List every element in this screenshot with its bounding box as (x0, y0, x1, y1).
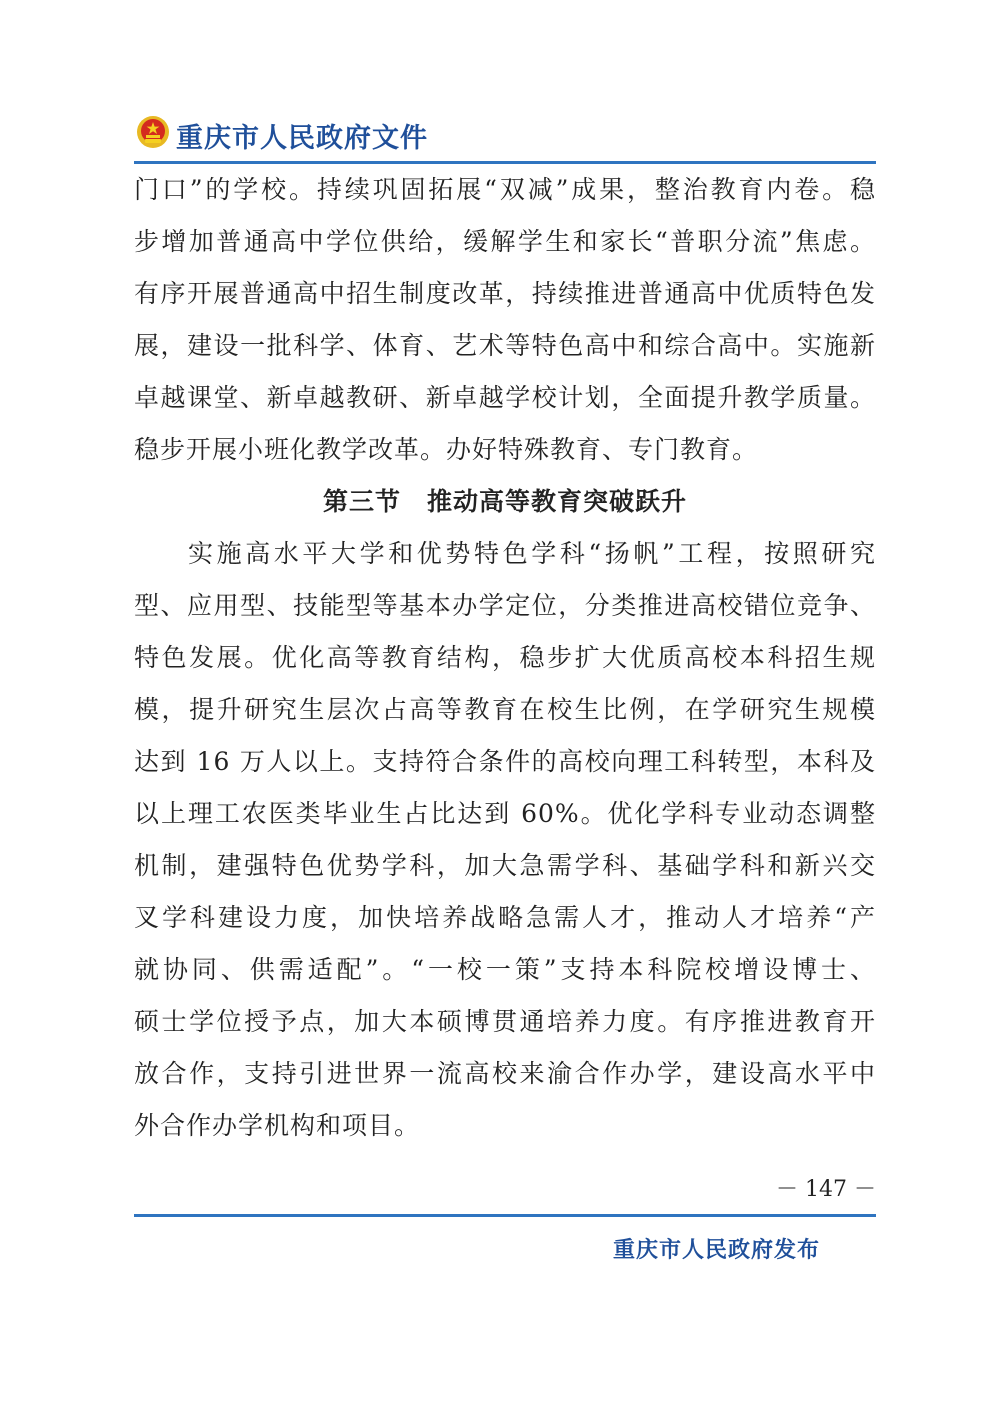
body-line: 模，提升研究生层次占高等教育在校生比例，在学研究生规模 (134, 695, 876, 724)
footer-divider (134, 1214, 876, 1217)
body-line: 机制，建强特色优势学科，加大急需学科、基础学科和新兴交 (134, 851, 876, 880)
footer-publisher: 重庆市人民政府发布 (612, 1238, 820, 1263)
body-line: 实施高水平大学和优势特色学科“扬帆”工程，按照研究 (188, 539, 876, 568)
body-line: 门口”的学校。持续巩固拓展“双减”成果，整治教育内卷。稳 (134, 175, 876, 204)
section-heading: 第三节 推动高等教育突破跃升 (322, 487, 687, 516)
body-line: 卓越课堂、新卓越教研、新卓越学校计划，全面提升教学质量。 (134, 383, 876, 412)
body-line: 展，建设一批科学、体育、艺术等特色高中和综合高中。实施新 (134, 331, 876, 360)
body-line: 叉学科建设力度，加快培养战略急需人才，推动人才培养“产 (134, 903, 876, 932)
body-line: 就协同、供需适配”。“一校一策”支持本科院校增设博士、 (134, 955, 876, 984)
page-number: － 147 － (776, 1177, 876, 1202)
body-line: 外合作办学机构和项目。 (134, 1111, 421, 1140)
body-line: 放合作，支持引进世界一流高校来渝合作办学，建设高水平中 (134, 1059, 876, 1088)
body-line: 硕士学位授予点，加大本硕博贯通培养力度。有序推进教育开 (134, 1007, 876, 1036)
body-line: 步增加普通高中学位供给，缓解学生和家长“普职分流”焦虑。 (134, 227, 876, 256)
body-line: 型、应用型、技能型等基本办学定位，分类推进高校错位竞争、 (134, 591, 876, 620)
header-title: 重庆市人民政府文件 (176, 123, 428, 154)
body-line: 特色发展。优化高等教育结构，稳步扩大优质高校本科招生规 (134, 643, 876, 672)
body-line: 稳步开展小班化教学改革。办好特殊教育、专门教育。 (134, 435, 759, 464)
body-line: 以上理工农医类毕业生占比达到 60%。优化学科专业动态调整 (134, 799, 876, 828)
national-emblem-icon (136, 115, 170, 149)
body-line: 有序开展普通高中招生制度改革，持续推进普通高中优质特色发 (134, 279, 876, 308)
body-line: 达到 16 万人以上。支持符合条件的高校向理工科转型，本科及 (134, 747, 876, 776)
document-header (134, 112, 876, 164)
